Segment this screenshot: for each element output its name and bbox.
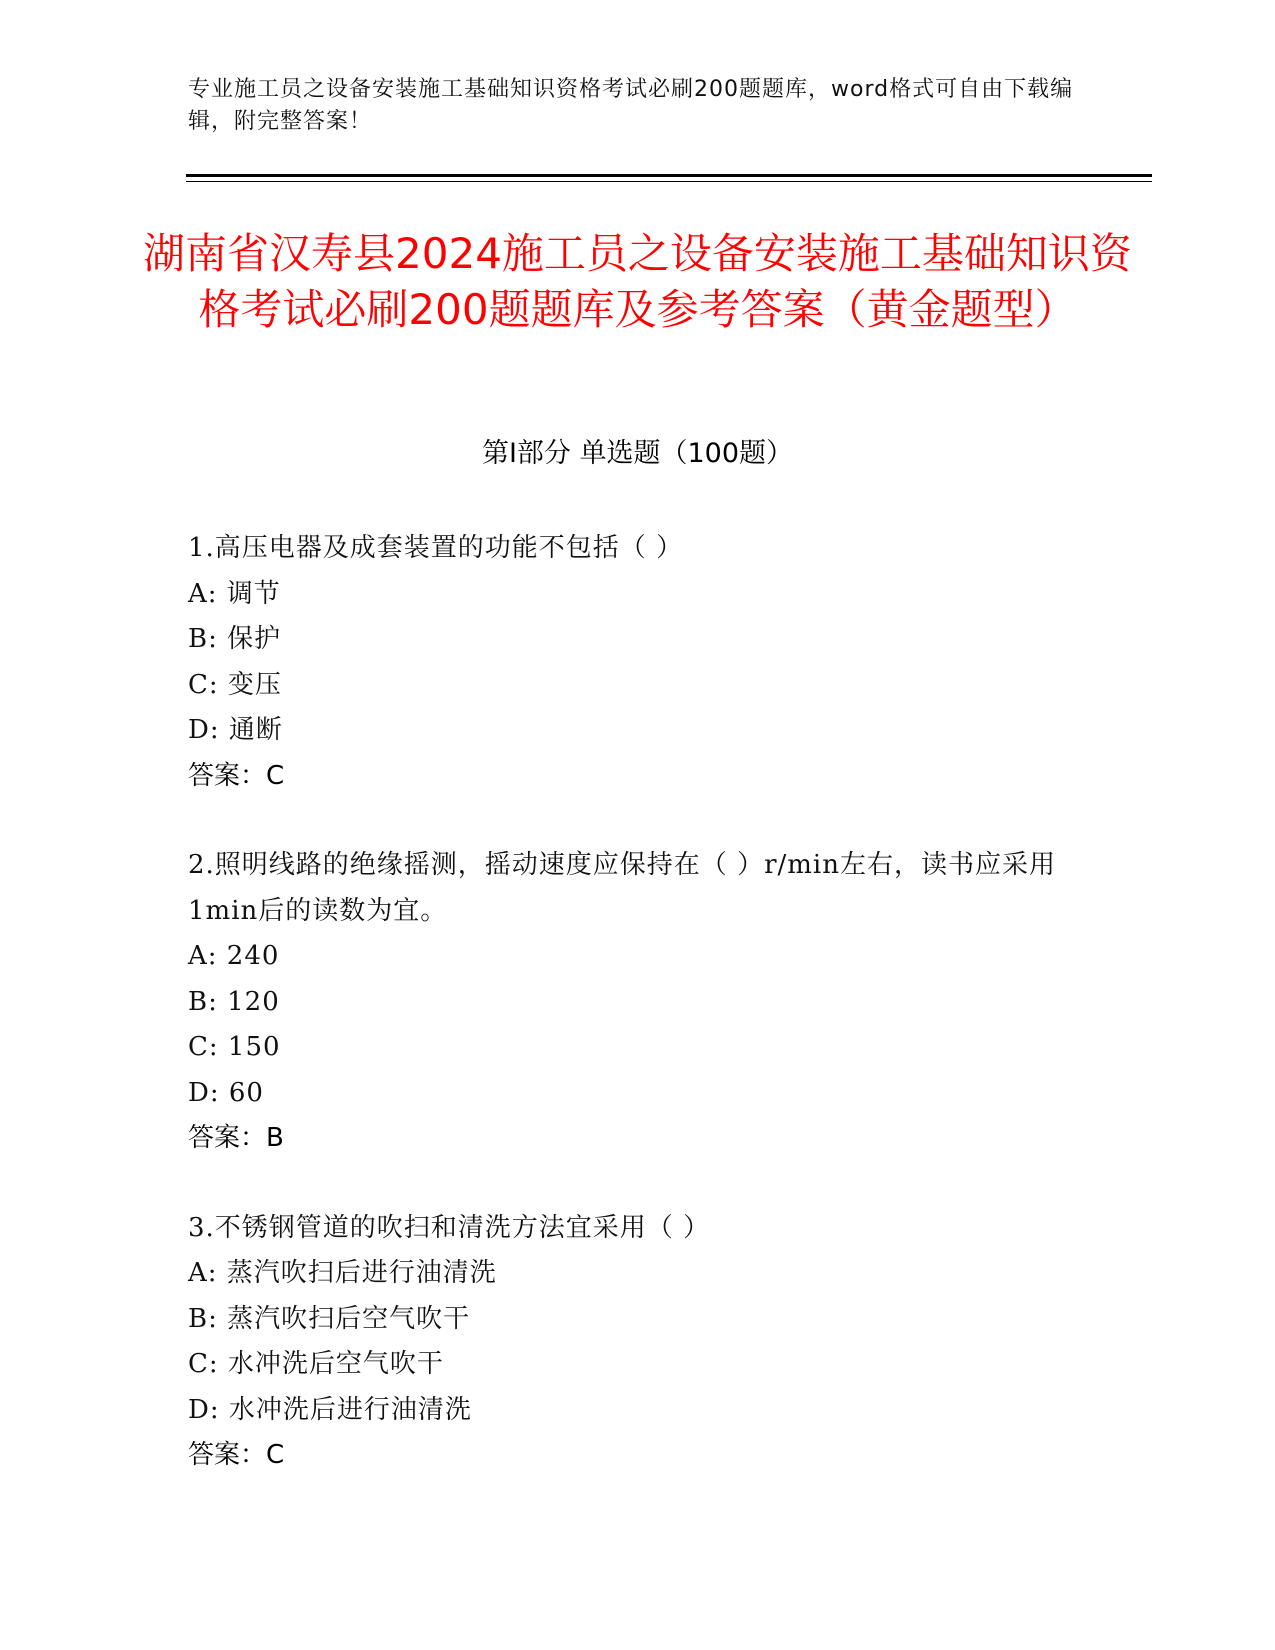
option-c: C: 变压 <box>188 669 282 700</box>
answer: 答案：B <box>188 1123 284 1153</box>
question-stem: 1.高压电器及成套装置的功能不包括（ ） <box>188 533 684 563</box>
header-divider-thick <box>186 174 1152 177</box>
option-b: B: 保护 <box>188 624 282 654</box>
option-a: A: 蒸汽吹扫后进行油清洗 <box>188 1258 497 1288</box>
option-d: D: 通断 <box>188 715 283 745</box>
answer: 答案：C <box>188 760 285 791</box>
option-c: C: 水冲洗后空气吹干 <box>188 1349 444 1379</box>
section-heading: 第Ⅰ部分 单选题（100题） <box>481 438 794 469</box>
question-stem: 2.照明线路的绝缘摇测，摇动速度应保持在（ ）r/min左右，读书应采用1min后的读数为宜。 <box>188 850 1056 926</box>
option-b: B: 蒸汽吹扫后空气吹干 <box>188 1303 471 1334</box>
header-note: 专业施工员之设备安装施工基础知识资格考试必刷200题题库，word格式可自由下载编辑，附完整答案！ <box>188 77 1074 134</box>
document-title: 湖南省汉寿县2024施工员之设备安装施工基础知识资格考试必刷200题题库及参考答案（黄金题型） <box>143 229 1132 334</box>
question-1 <box>188 526 1088 799</box>
question-list <box>188 526 1088 1523</box>
option-b: B: 120 <box>188 986 280 1017</box>
option-a: A: 调节 <box>188 578 281 609</box>
header-divider-thin <box>186 181 1152 182</box>
option-a: A: 240 <box>188 941 280 971</box>
option-c: C: 150 <box>188 1032 281 1062</box>
option-d: D: 60 <box>188 1077 264 1108</box>
question-stem: 3.不锈钢管道的吹扫和清洗方法宜采用（ ） <box>188 1212 711 1243</box>
option-d: D: 水冲洗后进行油清洗 <box>188 1394 472 1425</box>
answer: 答案：C <box>188 1440 285 1470</box>
question-2 <box>188 843 1088 1162</box>
question-3 <box>188 1206 1088 1479</box>
